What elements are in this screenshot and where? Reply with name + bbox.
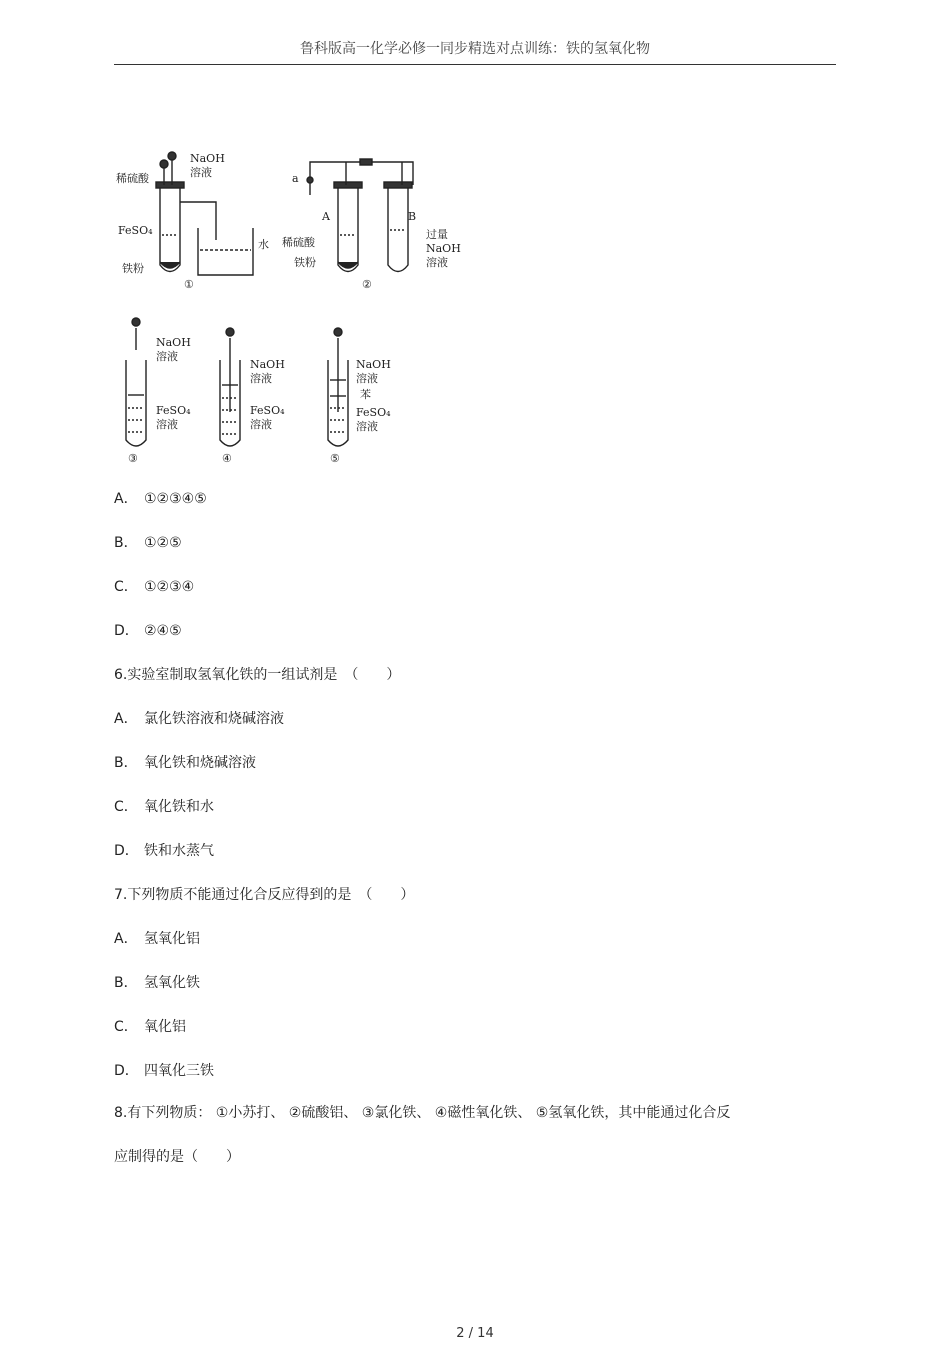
option-letter: A．	[114, 491, 138, 507]
q8-stem-line1: 8.有下列物质： ①小苏打、 ②硫酸铝、 ③氯化铁、 ④磁性氧化铁、 ⑤氢氧化铁，其中能通过化合反	[114, 1105, 731, 1121]
option-letter: C．	[114, 799, 138, 815]
label-xiliusuan-1: 稀硫酸	[116, 172, 149, 185]
option-letter: C．	[114, 579, 138, 595]
option-letter: A．	[114, 711, 138, 727]
q6-option-a[interactable]	[114, 708, 284, 728]
circle-label-2: ②	[362, 278, 372, 291]
q5-option-a[interactable]	[114, 488, 207, 508]
label-rongye-5a: 溶液	[356, 372, 378, 385]
circle-label-1: ①	[184, 278, 194, 291]
label-naoh-4: NaOH	[250, 358, 285, 371]
option-letter: A．	[114, 931, 138, 947]
option-letter: D．	[114, 623, 139, 639]
label-rongye-4a: 溶液	[250, 372, 272, 385]
label-rongye-1: 溶液	[190, 166, 212, 179]
apparatus-4	[220, 328, 240, 446]
option-text: 氧化铁和烧碱溶液	[144, 755, 256, 771]
label-feso4-5: FeSO₄	[356, 406, 391, 419]
q7-option-b[interactable]	[114, 972, 200, 992]
option-letter: D．	[114, 843, 139, 859]
label-naoh-5: NaOH	[356, 358, 391, 371]
option-text: ②④⑤	[144, 623, 182, 639]
label-naoh-3: NaOH	[156, 336, 191, 349]
label-A-2: A	[322, 210, 330, 223]
label-rongye-3a: 溶液	[156, 350, 178, 363]
label-rongye-3b: 溶液	[156, 418, 178, 431]
option-text: 四氧化三铁	[144, 1063, 214, 1079]
option-letter: B．	[114, 975, 138, 991]
option-text: 铁和水蒸气	[144, 843, 214, 859]
option-text: ①②③④⑤	[144, 491, 207, 507]
option-letter: B．	[114, 535, 138, 551]
q7-option-c[interactable]	[114, 1016, 186, 1036]
circle-label-5: ⑤	[330, 452, 340, 465]
label-rongye-4b: 溶液	[250, 418, 272, 431]
circle-label-4: ④	[222, 452, 232, 465]
label-feso4-1: FeSO₄	[118, 224, 153, 237]
option-text: 氧化铝	[144, 1019, 186, 1035]
label-rongye-5b: 溶液	[356, 420, 378, 433]
label-guoliang-2: 过量	[426, 228, 448, 241]
q7-option-d[interactable]	[114, 1060, 214, 1080]
circle-label-3: ③	[128, 452, 138, 465]
label-B-2: B	[408, 210, 417, 223]
q5-option-b[interactable]	[114, 532, 182, 552]
label-shui-1: 水	[258, 238, 269, 251]
label-naoh-2: NaOH	[426, 242, 461, 255]
q6-option-d[interactable]	[114, 840, 214, 860]
label-feso4-3: FeSO₄	[156, 404, 191, 417]
label-xiliusuan-2: 稀硫酸	[282, 236, 315, 249]
option-letter: B．	[114, 755, 138, 771]
q5-option-c[interactable]	[114, 576, 194, 596]
experiment-figure	[108, 140, 478, 470]
page-header	[114, 38, 836, 65]
label-tiefen-1: 铁粉	[122, 262, 144, 275]
label-naoh-1: NaOH	[190, 152, 225, 165]
option-text: 氢氧化铁	[144, 975, 200, 991]
option-text: ①②③④	[144, 579, 195, 595]
q6-option-b[interactable]	[114, 752, 256, 772]
apparatus-5	[328, 328, 348, 446]
q8-stem-line2: 应制得的是（ ）	[114, 1149, 240, 1165]
label-a-2: a	[292, 172, 299, 185]
q6-option-c[interactable]	[114, 796, 214, 816]
header-title: 鲁科版高一化学必修一同步精选对点训练：铁的氢氧化物	[300, 41, 650, 57]
q7-stem: 7.下列物质不能通过化合反应得到的是 （ ）	[114, 887, 415, 903]
label-ben-5: 苯	[360, 388, 371, 401]
label-feso4-4: FeSO₄	[250, 404, 285, 417]
q7-option-a[interactable]	[114, 928, 200, 948]
option-text: 氧化铁和水	[144, 799, 214, 815]
apparatus-3	[126, 318, 146, 446]
option-text: ①②⑤	[144, 535, 182, 551]
page-number: 2 / 14	[456, 1326, 494, 1341]
label-tiefen-2: 铁粉	[294, 256, 316, 269]
option-letter: C．	[114, 1019, 138, 1035]
option-text: 氯化铁溶液和烧碱溶液	[144, 711, 284, 727]
option-letter: D．	[114, 1063, 139, 1079]
option-text: 氢氧化铝	[144, 931, 200, 947]
q6-stem: 6.实验室制取氢氧化铁的一组试剂是 （ ）	[114, 667, 401, 683]
label-rongye-2: 溶液	[426, 256, 448, 269]
q5-option-d[interactable]	[114, 620, 182, 640]
